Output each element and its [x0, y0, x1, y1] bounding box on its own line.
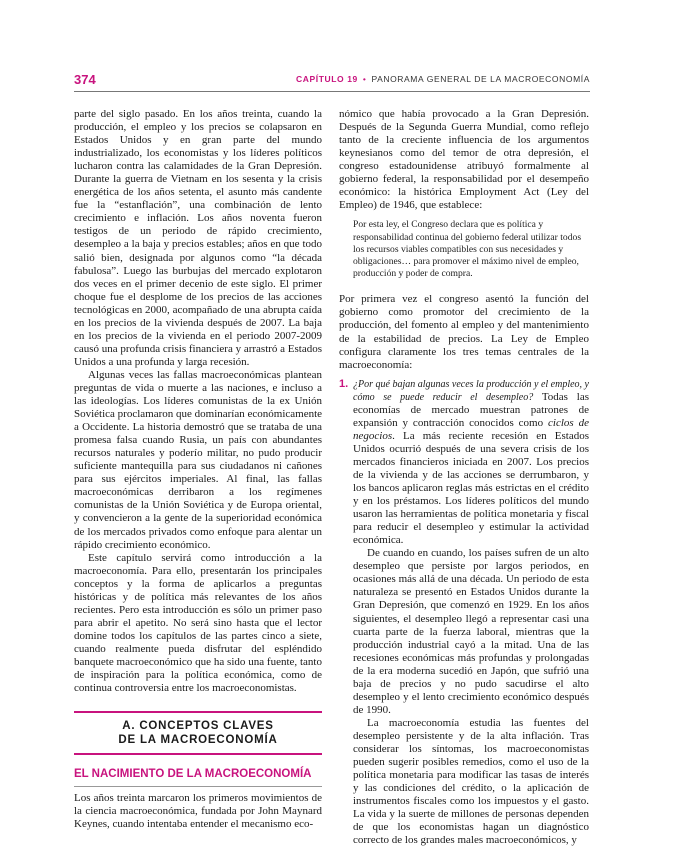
- header-separator: •: [362, 74, 367, 84]
- subsection-rule: [74, 786, 322, 787]
- section-heading-block: [74, 711, 322, 755]
- right-column: [339, 108, 589, 847]
- list-text: . La más reciente recesión en Estados Unidos ocurrió después de una severa crisis de los mercados financieros iniciada en 2007. Los precios de la vivienda y de las acciones se derrumbaron, y los bancos aplicaron reglas más estrictas en el crédito y en los préstamos. Los líderes políticos del mundo usaron las herramientas de política monetaria y fiscal para reducir el desempleo y estimular la actividad económica.: [353, 429, 589, 547]
- header-rule: [74, 91, 590, 92]
- chapter-label: CAPÍTULO 19: [296, 74, 358, 84]
- subsection-title: [74, 767, 322, 781]
- list-item-paragraph: [353, 378, 589, 548]
- paragraph: parte del siglo pasado. En los años treinta, cuando la producción, el empleo y los precios se colapsaron en Estados Unidos y en gran parte del mundo industrializado, los economistas y los líderes políticos lucharon contra las calamidades de la Gran Depresión. Durante la guerra de Vietnam en los sesenta y la crisis energética de los años setenta, el asunto más candente fue la “estanflación”, una combinación de lento crecimiento e inflación. Los años noventa fueron testigos de un periodo de rápido crecimiento, desempleo a la baja y precios estables; años en que todo salió bien, designada por algunos como “la década fabulosa”. Luego las burbujas del mercado explotaron dos veces en el primer decenio de este siglo. El primer choque fue el desplome de los precios de las acciones tecnológicas en 2000, acompañado de una abrupta caída en los precios de la vivienda después de 2007. La baja en los precios de la vivienda en el periodo 2007-2009 causó una profunda crisis financiera y arrastró a Estados Unidos a una profunda y larga recesión.: [74, 108, 323, 368]
- law-quote-text: Por esta ley, el Congreso declara que es política y responsabilidad continua del gobierno federal utilizar todos los recursos viables compatibles con sus necesidades y obligaciones… para promover el máximo nivel de empleo, producción y poder de compra.: [353, 219, 582, 280]
- list-item-paragraph: De cuando en cuando, los países sufren de un alto desempleo que persiste por largos periodos, en ocasiones más allá de una década. Un periodo de esta naturaleza se presentó en Estados Unidos durante la Gran Depresión, que comenzó en 1929. En los años siguientes, el desempleo llegó a representar casi una cuarta parte de la fuerza laboral, mientras que la producción industrial cayó a la mitad. Una de las recesiones económicas más profundas y prolongadas de la era moderna sucedió en Japón, que sufrió una baja de precios y no pudo sacudirse el alto desempleo y el lento crecimiento económico después de 1990.: [353, 547, 589, 716]
- page-header: [74, 70, 590, 92]
- paragraph: Este capítulo servirá como introducción a la macroeconomía. Para ello, presentarán los principales conceptos y la forma de aplicarlos a preguntas históricas y de política más relevantes de los años recientes. Pero esta introducción es sólo un primer paso para abrir el apetito. No será sino hasta que el lector domine todos los capítulos de las partes cinco a siete, cuando realmente pueda disfrutar del espléndido banquete macroeconómico que ha sido una fuente, tanto de inspiración para la política económica, como de continua controversia entre los macroeconomistas.: [74, 551, 322, 695]
- subsection-title-text: EL NACIMIENTO DE LA MACROECONOMÍA: [74, 768, 312, 781]
- left-column: [74, 108, 322, 831]
- section-title-line: DE LA MACROECONOMÍA: [118, 734, 278, 747]
- key-term: ciclos de negocios: [353, 416, 589, 442]
- list-number: 1.: [339, 377, 349, 390]
- paragraph: nómico que había provocado a la Gran Depresión. Después de la Segunda Guerra Mundial, como reflejo tanto de la creciente influencia de los argumentos keynesianos como del temor de otra depresión, el congreso estadounidense atribuyó formalmente al gobierno federal, la responsabilidad por el desempeño económico: la histórica Employment Act (Ley del Empleo) de 1946, que establece:: [339, 108, 589, 212]
- list-item-paragraph: La macroeconomía estudia las fuentes del desempleo persistente y de la alta inflación. Tras considerar los síntomas, los macroeconomistas pueden sugerir posibles remedios, como el uso de la política monetaria para modificar las tasas de interés y las condiciones del crédito, o la aplicación de instrumentos fiscales como los impuestos y el gasto. La vida y la suerte de millones de personas dependen de que los economistas hagan un diagnóstico correcto de los grandes males macroeconómicos, y: [353, 716, 589, 847]
- numbered-list-item: [339, 378, 589, 848]
- paragraph: Los años treinta marcaron los primeros movimientos de la ciencia macroeconómica, fundada por John Maynard Keynes, cuando intentaba entender el mecanismo eco-: [74, 792, 322, 831]
- list-question: ¿Por qué bajan algunas veces la producción y el empleo, y cómo se puede reducir el desempleo?: [353, 378, 589, 403]
- section-title: [74, 719, 322, 747]
- paragraph: Por primera vez el congreso asentó la función del gobierno como promotor del crecimiento de la producción, del fomento al empleo y del mantenimiento de la estabilidad de precios. La Ley de Empleo configura claramente los tres temas centrales de la macroeconomía:: [339, 293, 589, 371]
- section-title-line: A. CONCEPTOS CLAVES: [122, 720, 274, 733]
- page-number: 374: [74, 72, 96, 87]
- paragraph: Algunas veces las fallas macroeconómicas plantean preguntas de vida o muerte a las naciones, e incluso a las ideologías. Los líderes comunistas de la ex Unión Soviética proclamaron que dominarían económicamente a Occidente. La historia demostró que se trataba de una promesa falsa cuando Rusia, un país con abundantes recursos naturales y poderío militar, no pudo producir suficiente mantequilla para sus ciudadanos ni cañones para sus ejércitos imperiales. Al final, las fallas macroeconómicas derribaron a los regímenes comunistas de la Unión Soviética y de Europa oriental, y convencieron a la gente de la superioridad económica de los mercados privados como enfoque para alentar un rápido crecimiento económico.: [74, 368, 323, 551]
- list-text: Todas las economías de mercado muestran patrones de expansión y contracción conocidos como: [353, 390, 589, 429]
- section-rule: [74, 753, 322, 755]
- chapter-title: PANORAMA GENERAL DE LA MACROECONOMÍA: [371, 74, 590, 84]
- running-head: [296, 74, 590, 84]
- law-quote: [339, 216, 589, 284]
